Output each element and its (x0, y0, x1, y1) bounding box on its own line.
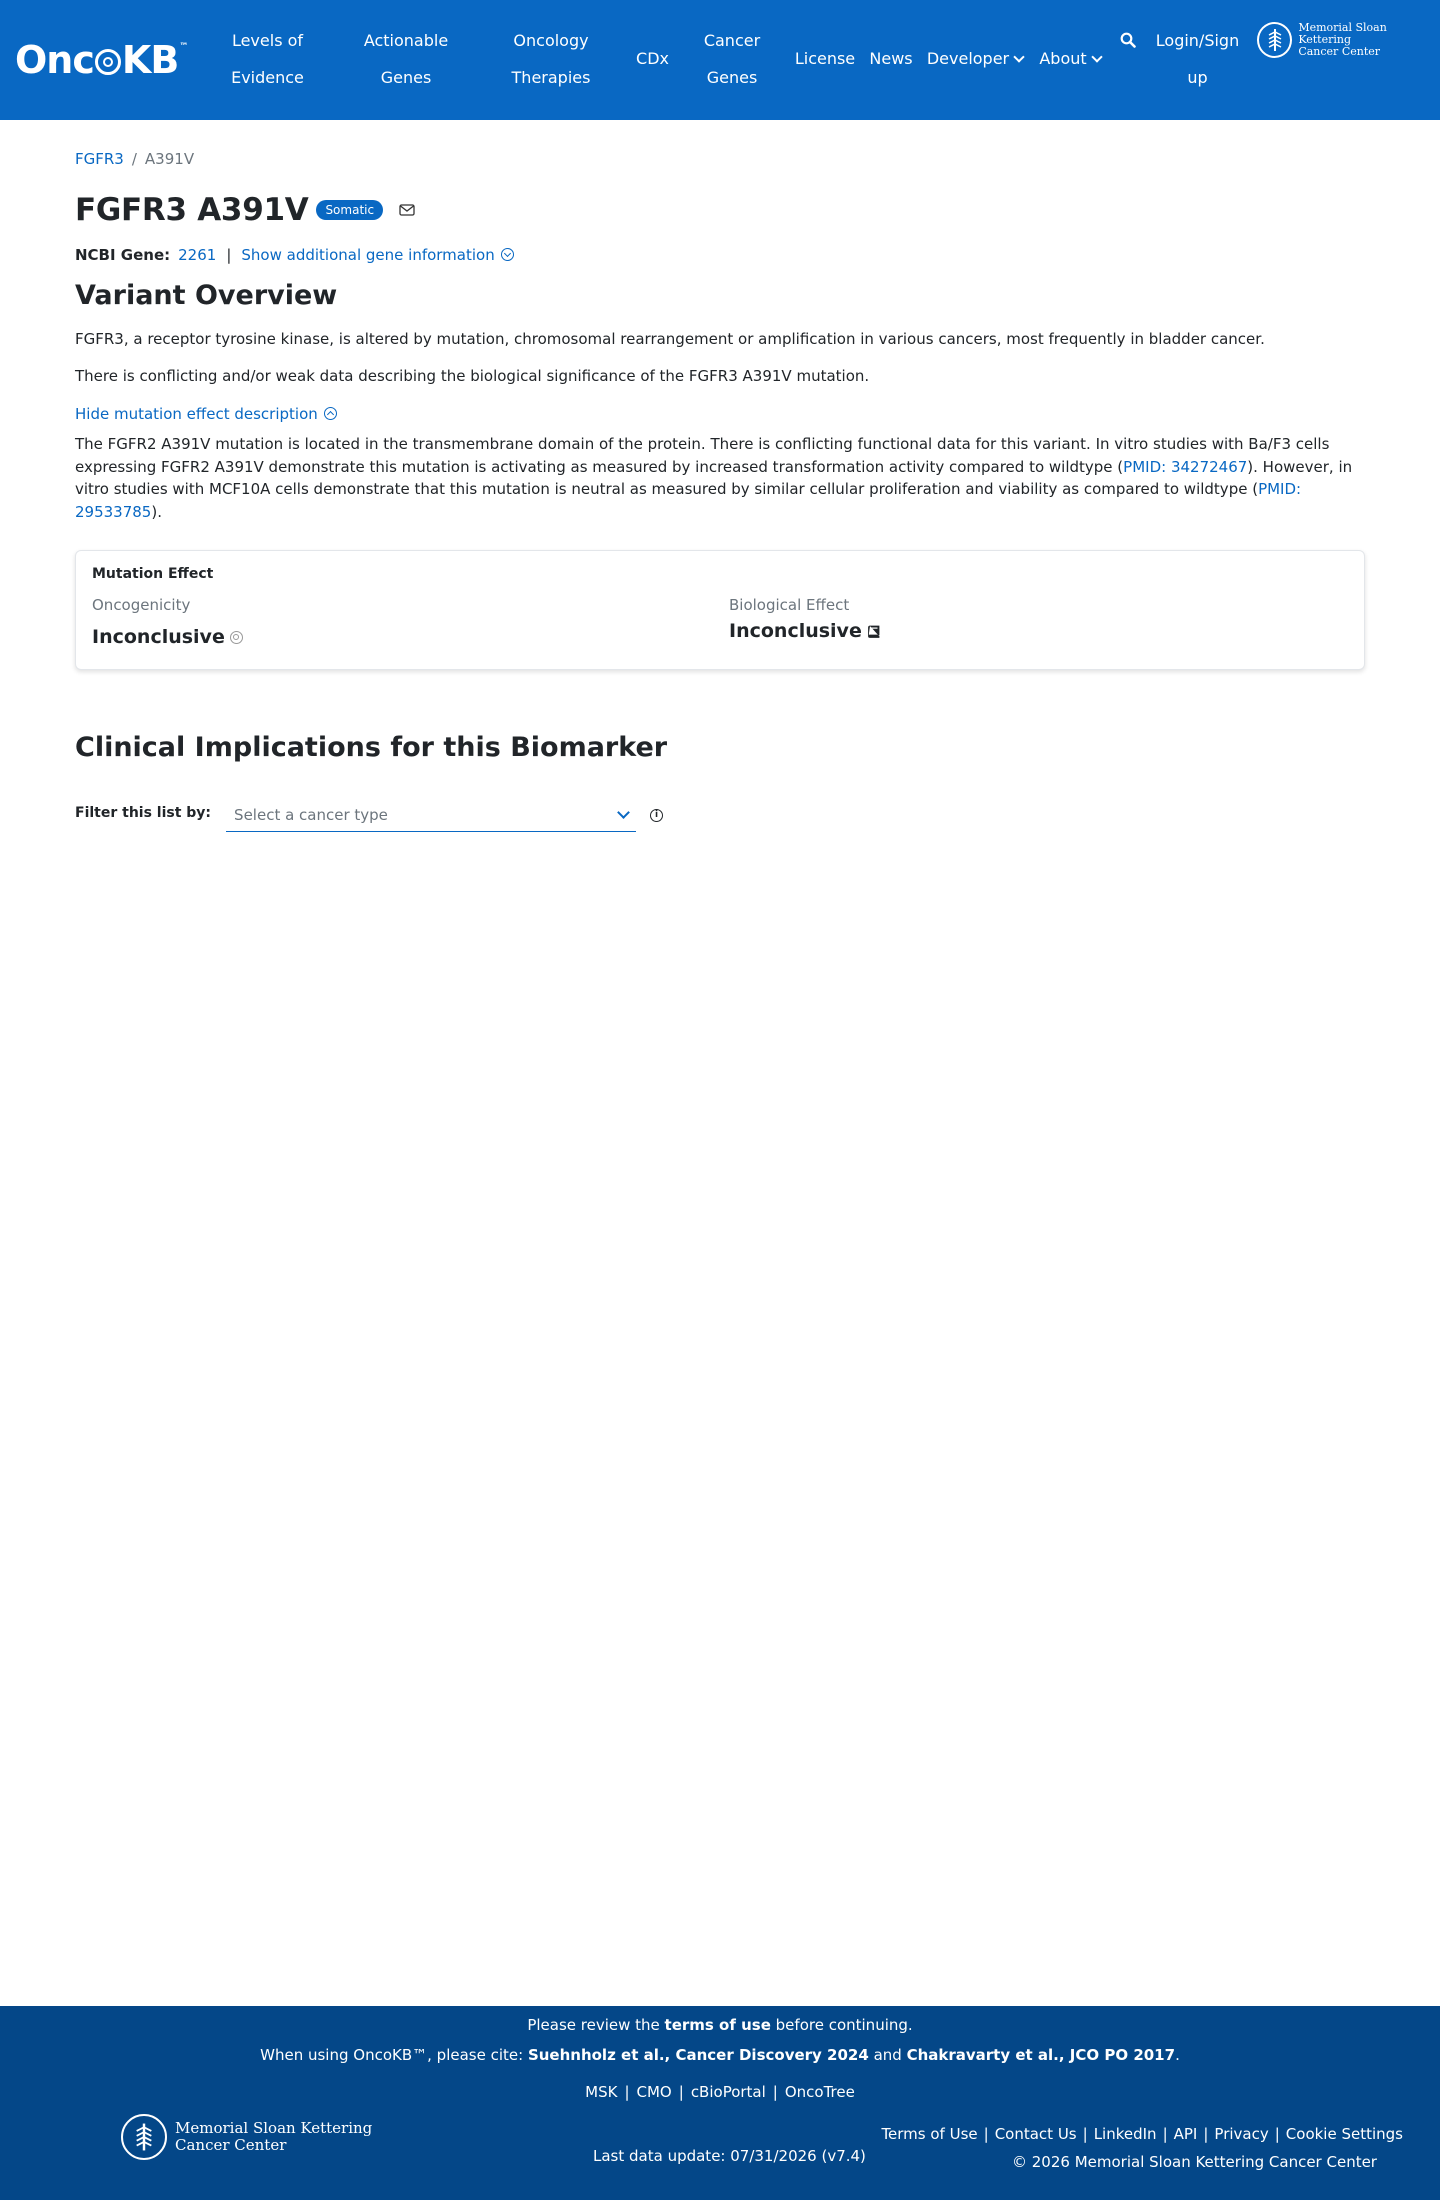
nav-levels-of-evidence[interactable] (220, 22, 315, 96)
navbar (0, 0, 1440, 120)
terms-notice (0, 2016, 1440, 2034)
target-icon (95, 49, 121, 75)
msk-emblem-icon (1257, 22, 1292, 58)
filter-label: Filter this list by: (75, 805, 212, 821)
nav-label: Oncology (513, 31, 589, 50)
footer-legal-links: Terms of Use | Contact Us | LinkedIn | API | Privacy | Cookie Settings (881, 2125, 1403, 2143)
nav-about-dropdown[interactable] (1035, 40, 1105, 77)
mutation-effect-card (75, 550, 1365, 670)
citation-link[interactable]: Chakravarty et al., JCO PO 2017 (906, 2046, 1176, 2064)
chevron-down-icon (617, 806, 630, 819)
msk-name-line: Cancer Center (175, 2136, 287, 2154)
pmid-link[interactable]: PMID: 29533785 (75, 480, 1302, 521)
breadcrumb (75, 150, 194, 168)
ncbi-gene-link[interactable]: 2261 (178, 246, 217, 264)
hide-mutation-effect-label: Hide mutation effect description (75, 405, 318, 423)
biological-effect-value-row (729, 620, 880, 642)
oncokb-logo[interactable]: Onc KB ™ (15, 38, 188, 82)
api-link[interactable]: API (1173, 2125, 1198, 2143)
nav-label: Login/Sign (1155, 31, 1240, 50)
nav-label: License (794, 49, 856, 68)
oncotree-link[interactable]: OncoTree (784, 2083, 855, 2101)
nav-label: Developer (926, 49, 1010, 68)
msk-logo[interactable] (1257, 22, 1440, 58)
page-header (75, 192, 415, 228)
footer-partner-links: MSK | CMO | cBioPortal | OncoTree (585, 2083, 855, 2101)
variant-summary: There is conflicting and/or weak data describing the biological significance of the FGFR3 A391V mutation. (75, 367, 870, 385)
variant-overview-heading: Variant Overview (75, 280, 338, 311)
mail-icon[interactable] (399, 204, 415, 216)
msk-emblem-icon (121, 2114, 167, 2160)
mutation-effect-description (75, 433, 1365, 523)
chevron-circle-down-icon (501, 248, 514, 261)
nav-label: up (1187, 68, 1208, 87)
mutation-effect-heading: Mutation Effect (92, 566, 214, 582)
nav-actionable-genes[interactable] (356, 22, 456, 96)
footer (0, 2006, 1440, 2200)
clinical-implications-heading: Clinical Implications for this Biomarker (75, 732, 668, 763)
biological-effect-value: Inconclusive (729, 620, 862, 642)
nav-label: About (1039, 49, 1087, 68)
cancer-type-placeholder: Select a cancer type (234, 806, 388, 824)
nav-license[interactable] (790, 40, 860, 77)
nav-news[interactable] (866, 40, 916, 77)
pmid-link[interactable]: PMID: 34272467 (1123, 457, 1248, 476)
description-text: ). (151, 502, 162, 521)
oncogenicity-inconclusive-icon[interactable] (230, 631, 243, 644)
nav-oncology-therapies[interactable] (501, 22, 601, 96)
nav-cancer-genes[interactable] (697, 22, 767, 96)
info-icon[interactable]: i (650, 809, 663, 822)
biological-effect-label: Biological Effect (729, 596, 850, 614)
msk-name-line: Cancer Center (1298, 45, 1381, 58)
chevron-circle-up-icon (324, 407, 337, 420)
nav-label: Cancer (703, 31, 761, 50)
cancer-type-filter (75, 805, 663, 832)
gene-summary: FGFR3, a receptor tyrosine kinase, is altered by mutation, chromosomal rearrangement or amplification in various cancers, most frequently in bladder cancer. (75, 330, 1265, 348)
ncbi-gene-label: NCBI Gene: (75, 246, 171, 264)
terms-text: Please review the (527, 2016, 665, 2034)
msk-link[interactable]: MSK (585, 2083, 618, 2101)
citation-text: . (1175, 2046, 1180, 2064)
hide-mutation-effect-toggle[interactable] (75, 405, 337, 423)
linkedin-link[interactable]: LinkedIn (1093, 2125, 1157, 2143)
nav-label: Therapies (511, 68, 591, 87)
nav-label: Levels of (231, 31, 304, 50)
breadcrumb-current: A391V (144, 150, 195, 168)
nav-cdx[interactable] (630, 40, 675, 77)
somatic-badge: Somatic (316, 200, 383, 220)
privacy-link[interactable]: Privacy (1214, 2125, 1269, 2143)
oncogenicity-label: Oncogenicity (92, 596, 191, 614)
nav-label: Actionable (363, 31, 449, 50)
nav-developer-dropdown[interactable] (925, 40, 1025, 77)
terms-of-use-link[interactable]: terms of use (664, 2016, 771, 2034)
show-gene-info-label: Show additional gene information (241, 246, 495, 264)
citation-link[interactable]: Suehnholz et al., Cancer Discovery 2024 (527, 2046, 869, 2064)
footer-msk-logo[interactable] (121, 2114, 372, 2160)
cbioportal-link[interactable]: cBioPortal (690, 2083, 766, 2101)
oncogenicity-value-row (92, 626, 243, 648)
msk-name-line: Memorial Sloan Kettering (175, 2119, 373, 2137)
biological-effect-section (729, 596, 880, 642)
citation-text: When using OncoKB™, please cite: (260, 2046, 528, 2064)
terms-text: before continuing. (770, 2016, 913, 2034)
nav-label: CDx (636, 49, 669, 68)
oncogenicity-section (92, 596, 243, 648)
description-text: The FGFR2 A391V mutation is located in the transmembrane domain of the protein. There is conflicting functional data for this variant. In vitro studies with Ba/F3 cells expressing FGFR2 A391V demonstrate this mutation is activating as measured by increased transformation activity compared to wildtype ( (75, 435, 1330, 476)
search-icon[interactable] (1120, 32, 1136, 48)
msk-name-line: Memorial Sloan Kettering (1298, 21, 1387, 46)
cmo-link[interactable]: CMO (636, 2083, 672, 2101)
chevron-down-icon (1013, 51, 1024, 62)
show-gene-info-toggle[interactable] (241, 246, 513, 264)
gene-info-row (75, 246, 514, 264)
login-signup-link[interactable] (1150, 22, 1245, 96)
nav-label: Genes (706, 68, 758, 87)
contact-us-link[interactable]: Contact Us (994, 2125, 1077, 2143)
breadcrumb-separator: / (131, 150, 137, 168)
citation-text: and (868, 2046, 907, 2064)
nav-label: Evidence (231, 68, 304, 87)
copyright: © 2026 Memorial Sloan Kettering Cancer Center (1012, 2153, 1377, 2171)
cookie-settings-link[interactable]: Cookie Settings (1285, 2125, 1403, 2143)
terms-of-use-footer-link[interactable]: Terms of Use (881, 2125, 978, 2143)
last-data-update: Last data update: 07/31/2026 (v7.4) (593, 2147, 866, 2165)
page-title: FGFR3 A391V (75, 192, 309, 228)
citation-notice (0, 2046, 1440, 2064)
nav-label: Genes (380, 68, 432, 87)
chevron-down-icon (1091, 51, 1102, 62)
book-icon[interactable] (867, 625, 880, 638)
nav-label: News (869, 49, 913, 68)
breadcrumb-gene-link[interactable]: FGFR3 (75, 150, 124, 168)
cancer-type-select[interactable] (226, 798, 636, 832)
description-text: ). However, in vitro studies with MCF10A cells demonstrate that this mutation is neutral as measured by similar cellular proliferation and viability as compared to wildtype ( (75, 457, 1353, 498)
oncogenicity-value: Inconclusive (92, 626, 225, 648)
separator: | (226, 246, 232, 264)
